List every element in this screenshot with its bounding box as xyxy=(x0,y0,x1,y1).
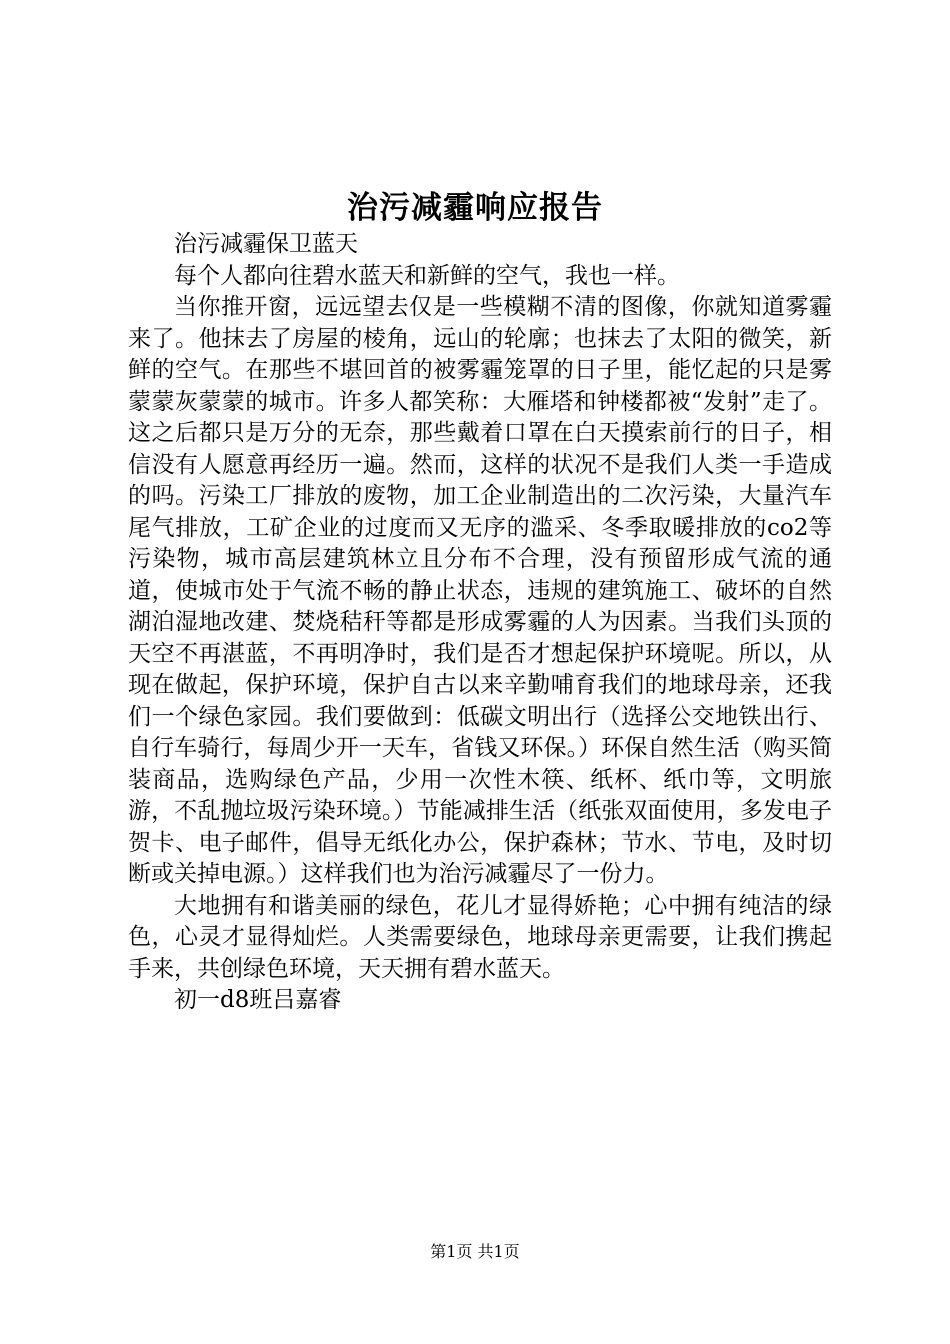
closing-paragraph: 大地拥有和谐美丽的绿色，花儿才显得娇艳；心中拥有纯洁的绿色，心灵才显得灿烂。人类需要绿色，地球母亲更需要，让我们携起手来，共创绿色环境，天天拥有碧水蓝天。 xyxy=(128,892,832,982)
document-body xyxy=(128,229,832,1017)
subtitle-paragraph: 治污减霾保卫蓝天 xyxy=(174,231,358,257)
document-title: 治污减霾响应报告 xyxy=(347,190,603,226)
main-paragraph: 当你推开窗，远远望去仅是一些模糊不清的图像，你就知道雾霾来了。他抹去了房屋的棱角，远山的轮廓；也抹去了太阳的微笑，新鲜的空气。在那些不堪回首的被雾霾笼罩的日子里，能忆起的只是雾蒙蒙灰蒙蒙的城市。许多人都笑称：大雁塔和钟楼都被“发射”走了。这之后都只是万分的无奈，那些戴着口罩在白天摸索前行的日子，相信没有人愿意再经历一遍。然而，这样的状况不是我们人类一手造成的吗。污染工厂排放的废物，加工企业制造出的二次污染，大量汽车尾气排放，工矿企业的过度而又无序的滥采、冬季取暖排放的co2等污染物，城市高层建筑林立且分布不合理，没有预留形成气流的通道，使城市处于气流不畅的静止状态，违规的建筑施工、破坏的自然湖泊湿地改建、焚烧秸秆等都是形成雾霾的人为因素。当我们头顶的天空不再湛蓝，不再明净时，我们是否才想起保护环境呢。所以，从现在做起，保护环境，保护自古以来辛勤哺育我们的地球母亲，还我们一个绿色家园。我们要做到：低碳文明出行（选择公交地铁出行、自行车骑行，每周少开一天车，省钱又环保。）环保自然生活（购买简装商品，选购绿色产品，少用一次性木筷、纸杯、纸巾等，文明旅游，不乱抛垃圾污染环境。）节能减排生活（纸张双面使用，多发电子贺卡、电子邮件，倡导无纸化办公，保护森林；节水、节电，及时切断或关掉电源。）这样我们也为治污减霾尽了一份力。 xyxy=(128,294,832,887)
author-line: 初一d8班吕嘉睿 xyxy=(174,987,342,1013)
intro-paragraph: 每个人都向往碧水蓝天和新鲜的空气，我也一样。 xyxy=(174,262,680,289)
page-footer: 第1页 共1页 xyxy=(430,1242,520,1261)
